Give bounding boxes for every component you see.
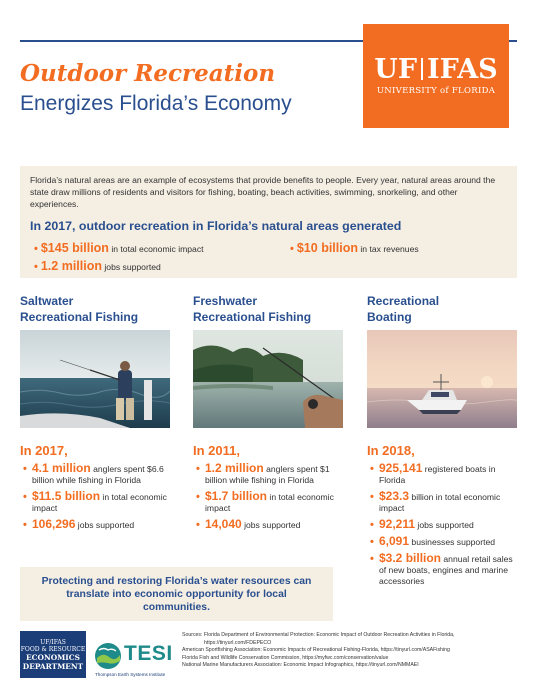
list-item: • 92,211 jobs supported <box>370 517 474 531</box>
boating-year: In 2018, <box>367 443 415 458</box>
intro-stat-jobs: • 1.2 million jobs supported <box>34 259 161 273</box>
call-to-action-text: Protecting and restoring Florida’s water resources can translate into economic opportunity for local communities. <box>41 575 312 613</box>
logo-ifas: IFAS <box>427 54 498 85</box>
bullet-icon: • <box>290 243 294 255</box>
bullet-icon: • <box>370 519 374 531</box>
bullet-icon: • <box>34 261 38 273</box>
page-subtitle: Energizes Florida’s Economy <box>20 92 292 115</box>
saltwater-stats-list <box>20 463 168 536</box>
bullet-icon: • <box>34 243 38 255</box>
freshwater-fishing-photo <box>193 330 343 428</box>
logo-uf: UF <box>374 54 418 85</box>
intro-heading: In 2017, outdoor recreation in Florida’s natural areas generated <box>30 219 402 233</box>
list-item: • 925,141 registered boats in Florida <box>370 461 496 485</box>
saltwater-title: Saltwater Recreational Fishing <box>20 294 139 324</box>
bullet-icon: • <box>196 463 200 475</box>
list-item: • 106,296 jobs supported <box>23 517 135 531</box>
saltwater-fishing-photo <box>20 330 170 428</box>
bullet-icon: • <box>370 553 374 565</box>
list-item: • $3.2 billion annual retail sales of new boats, engines and marine accessories <box>370 551 513 586</box>
source-line: American Sportfishing Association: Economic Impacts of Recreational Fishing-Florida, https://tinyurl.com/ASAFishing <box>182 647 450 654</box>
logo-divider <box>421 58 423 80</box>
globe-icon <box>93 641 123 671</box>
tesi-logo <box>93 640 175 680</box>
uf-ifas-logo <box>363 24 509 128</box>
source-line: Sources: Florida Department of Environmental Protection: Economic Impact of Outdoor Recreation Activities in Florida, <box>182 632 455 638</box>
recreational-boating-photo <box>367 330 517 428</box>
intro-stat-tax-revenues: • $10 billion in tax revenues <box>290 241 419 255</box>
tesi-subtitle: Thompson Earth Systems Institute <box>95 672 166 677</box>
list-item: • 14,040 jobs supported <box>196 517 301 531</box>
call-to-action-panel <box>20 567 333 621</box>
bullet-icon: • <box>23 463 27 475</box>
bullet-icon: • <box>23 519 27 531</box>
bullet-icon: • <box>370 536 374 548</box>
list-item: • 4.1 million anglers spent $6.6 billion while fishing in Florida <box>23 461 164 485</box>
freshwater-year: In 2011, <box>193 443 240 458</box>
page-title: Outdoor Recreation <box>20 60 276 87</box>
source-line: https://tinyurl.com/FDEPECO <box>204 639 272 646</box>
source-line: Florida Fish and Wildlife Conservation Commission, https://myfwc.com/conservation/value <box>182 654 389 661</box>
freshwater-stats-list <box>193 463 341 536</box>
bullet-icon: • <box>196 519 200 531</box>
sources-list <box>182 632 522 670</box>
bullet-icon: • <box>370 463 374 475</box>
boating-title: Recreational Boating <box>367 294 440 324</box>
saltwater-year: In 2017, <box>20 443 68 458</box>
boating-stats-list <box>367 463 515 592</box>
list-item: • $11.5 billion in total economic impact <box>23 489 167 513</box>
list-item: • $1.7 billion in total economic impact <box>196 489 334 513</box>
freshwater-title: Freshwater Recreational Fishing <box>193 294 312 324</box>
source-line: National Marine Manufacturers Association: Economic Impact Infographics, https://tinyurl.com/NMMAEI <box>182 662 419 669</box>
logo-subtitle: UNIVERSITY of FLORIDA <box>376 86 496 96</box>
intro-stat-total-impact: • $145 billion in total economic impact <box>34 241 204 255</box>
tesi-wordmark: TESI <box>124 642 173 665</box>
list-item: • $23.3 billion in total economic impact <box>370 489 501 513</box>
bullet-icon: • <box>23 491 27 503</box>
bullet-icon: • <box>196 491 200 503</box>
intro-paragraph: Florida’s natural areas are an example of ecosystems that provide benefits to people. Every year, natural areas around the state draw millions of residents and visitors for fishing, boating, beach activities, swimming, snorkeling, and other experiences. <box>30 175 496 209</box>
list-item: • 1.2 million anglers spent $1 billion while fishing in Florida <box>196 461 330 485</box>
bullet-icon: • <box>370 491 374 503</box>
list-item: • 6,091 businesses supported <box>370 534 496 548</box>
food-resource-economics-logo: UF/IFAS FOOD & RESOURCE ECONOMICS DEPARTMENT <box>20 631 86 678</box>
